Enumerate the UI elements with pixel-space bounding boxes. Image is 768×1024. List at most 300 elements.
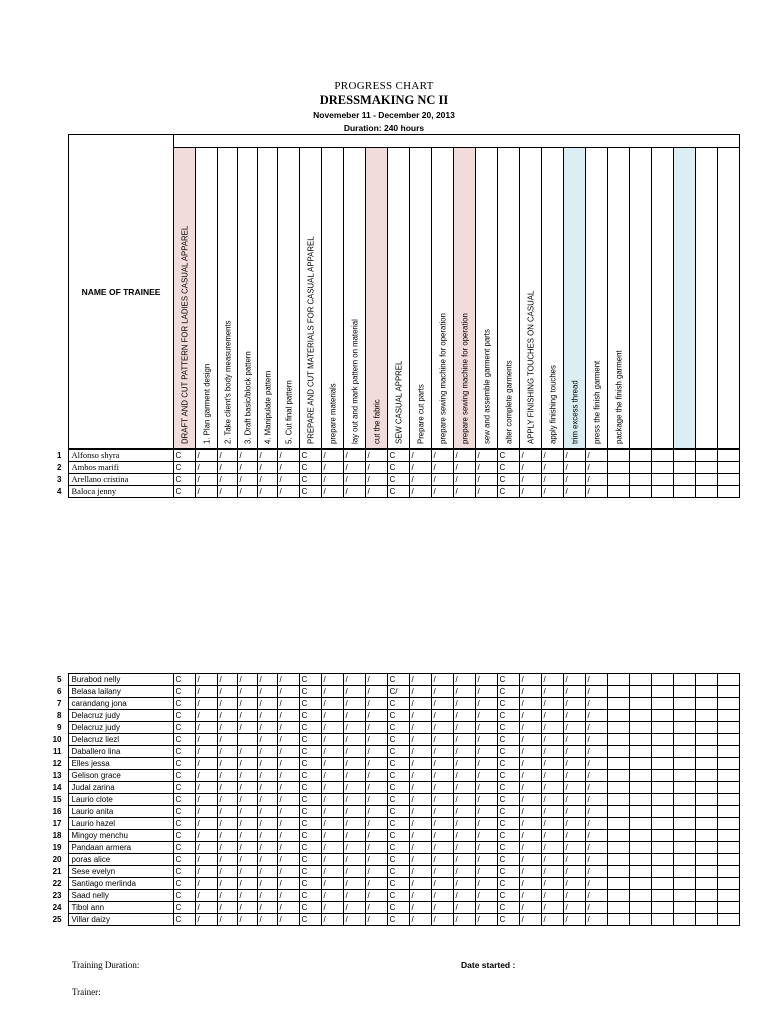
- progress-cell: /: [541, 450, 563, 462]
- progress-cell: C: [497, 474, 519, 486]
- progress-cell: [629, 818, 651, 830]
- progress-cell: /: [431, 746, 453, 758]
- row-number: 14: [52, 783, 62, 792]
- progress-cell: [607, 770, 629, 782]
- progress-cell: [607, 450, 629, 462]
- column-header-15: [476, 148, 498, 449]
- progress-cell: /: [217, 474, 237, 486]
- progress-cell: /: [585, 782, 607, 794]
- trainee-name: Sese evelyn: [68, 866, 173, 878]
- progress-cell: C: [173, 758, 195, 770]
- progress-cell: /: [321, 462, 343, 474]
- progress-cell: C: [497, 830, 519, 842]
- progress-cell: /: [563, 758, 585, 770]
- trainee-row: [50, 866, 739, 878]
- progress-cell: /: [409, 866, 431, 878]
- progress-cell: /: [343, 734, 365, 746]
- trainee-name: Belasa lailany: [68, 686, 173, 698]
- progress-cell: C: [497, 890, 519, 902]
- progress-cell: /: [409, 782, 431, 794]
- progress-cell: [651, 806, 673, 818]
- progress-cell: /: [585, 914, 607, 926]
- progress-cell: C: [173, 878, 195, 890]
- progress-cell: C: [299, 878, 321, 890]
- progress-cell: C: [497, 878, 519, 890]
- progress-cell: /: [431, 878, 453, 890]
- progress-cell: /: [453, 902, 475, 914]
- progress-cell: /: [519, 686, 541, 698]
- progress-cell: C: [173, 830, 195, 842]
- progress-cell: C: [299, 794, 321, 806]
- progress-cell: /: [195, 842, 217, 854]
- progress-cell: [673, 474, 695, 486]
- progress-cell: /: [365, 698, 387, 710]
- progress-cell: /: [365, 830, 387, 842]
- progress-cell: [673, 818, 695, 830]
- progress-cell: [629, 686, 651, 698]
- progress-cell: /: [409, 914, 431, 926]
- progress-cell: C: [387, 698, 409, 710]
- column-header-label: press the finish garment: [592, 360, 601, 444]
- progress-cell: /: [237, 474, 257, 486]
- progress-cell: /: [541, 462, 563, 474]
- progress-cell: /: [195, 818, 217, 830]
- progress-cell: /: [519, 734, 541, 746]
- progress-cell: /: [475, 806, 497, 818]
- progress-cell: C: [387, 806, 409, 818]
- progress-cell: /: [431, 734, 453, 746]
- progress-cell: /: [541, 830, 563, 842]
- progress-cell: /: [475, 890, 497, 902]
- progress-cell: [629, 474, 651, 486]
- progress-cell: /: [237, 782, 257, 794]
- progress-cell: [695, 746, 717, 758]
- progress-cell: /: [343, 902, 365, 914]
- progress-cell: /: [277, 462, 299, 474]
- progress-cell: [651, 770, 673, 782]
- progress-cell: /: [475, 698, 497, 710]
- progress-cell: C: [299, 806, 321, 818]
- progress-cell: /: [519, 878, 541, 890]
- progress-cell: /: [453, 462, 475, 474]
- progress-cell: /: [563, 782, 585, 794]
- trainee-name: Laurio hazel: [68, 818, 173, 830]
- trainee-name: carandang jona: [68, 698, 173, 710]
- progress-cell: /: [195, 734, 217, 746]
- progress-cell: [629, 486, 651, 498]
- progress-cell: /: [321, 806, 343, 818]
- progress-cell: /: [217, 710, 237, 722]
- row-number: 10: [52, 735, 62, 744]
- progress-cell: /: [585, 674, 607, 686]
- progress-cell: /: [321, 830, 343, 842]
- progress-cell: [717, 782, 739, 794]
- progress-cell: [717, 686, 739, 698]
- progress-cell: [673, 746, 695, 758]
- progress-cell: /: [257, 474, 277, 486]
- progress-cell: [717, 890, 739, 902]
- column-header-14: [454, 148, 476, 449]
- progress-cell: C: [299, 914, 321, 926]
- progress-cell: /: [237, 758, 257, 770]
- progress-cell: [673, 758, 695, 770]
- progress-cell: C: [497, 746, 519, 758]
- progress-cell: /: [217, 830, 237, 842]
- progress-cell: C: [497, 698, 519, 710]
- column-header-label: lay out and mark pattern on material: [350, 319, 359, 444]
- progress-cell: /: [321, 914, 343, 926]
- progress-cell: /: [409, 794, 431, 806]
- progress-cell: /: [365, 474, 387, 486]
- progress-cell: /: [453, 770, 475, 782]
- progress-cell: [673, 462, 695, 474]
- progress-cell: [695, 842, 717, 854]
- progress-cell: /: [519, 818, 541, 830]
- progress-cell: /: [365, 686, 387, 698]
- progress-cell: /: [217, 878, 237, 890]
- progress-cell: /: [409, 674, 431, 686]
- column-header-20: [586, 148, 608, 449]
- progress-cell: [651, 842, 673, 854]
- progress-cell: /: [217, 734, 237, 746]
- progress-cell: /: [453, 734, 475, 746]
- progress-cell: /: [257, 806, 277, 818]
- progress-cell: [607, 698, 629, 710]
- progress-cell: /: [453, 914, 475, 926]
- progress-cell: C: [173, 794, 195, 806]
- row-number: 4: [57, 487, 62, 496]
- progress-cell: /: [541, 866, 563, 878]
- progress-cell: C: [173, 770, 195, 782]
- trainee-row: [50, 450, 739, 462]
- progress-cell: /: [563, 818, 585, 830]
- progress-cell: /: [519, 782, 541, 794]
- progress-cell: C: [497, 450, 519, 462]
- progress-cell: /: [365, 758, 387, 770]
- progress-cell: /: [475, 486, 497, 498]
- progress-cell: /: [431, 758, 453, 770]
- progress-cell: /: [365, 854, 387, 866]
- progress-cell: /: [277, 806, 299, 818]
- progress-cell: /: [519, 890, 541, 902]
- column-header-26: [718, 148, 740, 449]
- progress-cell: [673, 794, 695, 806]
- progress-cell: /: [343, 842, 365, 854]
- progress-cell: [695, 866, 717, 878]
- progress-cell: /: [519, 674, 541, 686]
- progress-cell: /: [585, 830, 607, 842]
- progress-cell: /: [343, 450, 365, 462]
- progress-cell: /: [237, 450, 257, 462]
- progress-cell: /: [409, 818, 431, 830]
- progress-cell: C: [497, 734, 519, 746]
- column-header-label: prepare sewing machine for operation: [438, 313, 447, 444]
- progress-cell: /: [475, 782, 497, 794]
- progress-cell: /: [237, 866, 257, 878]
- progress-cell: /: [541, 686, 563, 698]
- progress-cell: /: [519, 758, 541, 770]
- progress-cell: /: [217, 902, 237, 914]
- progress-cell: /: [217, 758, 237, 770]
- progress-cell: /: [453, 782, 475, 794]
- progress-cell: /: [563, 486, 585, 498]
- progress-cell: C: [173, 734, 195, 746]
- progress-cell: /: [431, 686, 453, 698]
- progress-cell: /: [257, 854, 277, 866]
- progress-cell: /: [585, 486, 607, 498]
- trainee-name: Arellano cristina: [68, 474, 173, 486]
- progress-cell: [629, 794, 651, 806]
- progress-cell: /: [237, 698, 257, 710]
- progress-cell: /: [431, 806, 453, 818]
- progress-cell: /: [195, 902, 217, 914]
- progress-cell: C: [299, 734, 321, 746]
- progress-cell: /: [585, 746, 607, 758]
- progress-cell: /: [541, 818, 563, 830]
- progress-cell: /: [475, 914, 497, 926]
- trainee-row: [50, 722, 739, 734]
- progress-cell: /: [195, 794, 217, 806]
- progress-cell: /: [277, 474, 299, 486]
- progress-cell: [651, 710, 673, 722]
- progress-cell: C: [497, 462, 519, 474]
- column-header-16: [498, 148, 520, 449]
- progress-cell: /: [541, 794, 563, 806]
- progress-cell: C: [173, 890, 195, 902]
- progress-cell: /: [195, 830, 217, 842]
- trainee-name: Pandaan armera: [68, 842, 173, 854]
- progress-cell: /: [217, 746, 237, 758]
- progress-cell: [607, 794, 629, 806]
- progress-cell: C: [387, 842, 409, 854]
- progress-cell: /: [563, 710, 585, 722]
- progress-cell: C: [387, 770, 409, 782]
- progress-cell: [673, 878, 695, 890]
- progress-cell: [607, 830, 629, 842]
- trainee-row: [50, 686, 739, 698]
- row-number: 18: [52, 831, 62, 840]
- progress-cell: [695, 914, 717, 926]
- row-number: 17: [52, 819, 62, 828]
- progress-cell: /: [519, 462, 541, 474]
- trainee-name: Judal zarina: [68, 782, 173, 794]
- progress-cell: /: [431, 842, 453, 854]
- progress-cell: /: [195, 710, 217, 722]
- progress-cell: /: [585, 462, 607, 474]
- progress-cell: [629, 722, 651, 734]
- progress-cell: /: [277, 890, 299, 902]
- progress-cell: /: [365, 674, 387, 686]
- trainee-name: Tibol ann: [68, 902, 173, 914]
- progress-cell: [651, 854, 673, 866]
- progress-cell: C: [299, 818, 321, 830]
- progress-cell: /: [453, 794, 475, 806]
- progress-cell: /: [195, 674, 217, 686]
- progress-cell: /: [409, 878, 431, 890]
- progress-cell: /: [217, 866, 237, 878]
- column-header-table: [68, 134, 740, 449]
- progress-cell: C: [173, 914, 195, 926]
- progress-cell: [695, 818, 717, 830]
- progress-cell: C: [497, 710, 519, 722]
- progress-cell: /: [321, 878, 343, 890]
- progress-cell: /: [453, 722, 475, 734]
- progress-cell: /: [237, 674, 257, 686]
- progress-cell: /: [257, 770, 277, 782]
- progress-cell: /: [195, 450, 217, 462]
- trainee-row: [50, 674, 739, 686]
- progress-cell: C: [497, 818, 519, 830]
- progress-cell: C: [497, 770, 519, 782]
- progress-cell: C: [173, 674, 195, 686]
- progress-cell: C: [299, 830, 321, 842]
- progress-cell: /: [563, 770, 585, 782]
- progress-cell: [651, 722, 673, 734]
- progress-cell: /: [453, 758, 475, 770]
- column-header-label: SEW CASUAL APPREL: [394, 360, 403, 444]
- progress-cell: /: [217, 794, 237, 806]
- progress-cell: [651, 674, 673, 686]
- progress-cell: [673, 866, 695, 878]
- progress-cell: [607, 722, 629, 734]
- progress-cell: [607, 878, 629, 890]
- progress-cell: /: [257, 722, 277, 734]
- progress-cell: [673, 770, 695, 782]
- progress-cell: C: [497, 902, 519, 914]
- progress-cell: [607, 854, 629, 866]
- progress-cell: /: [475, 686, 497, 698]
- progress-cell: [717, 462, 739, 474]
- progress-cell: /: [453, 842, 475, 854]
- trainee-name: Elles jessa: [68, 758, 173, 770]
- progress-cell: /: [519, 722, 541, 734]
- progress-cell: /: [257, 698, 277, 710]
- progress-cell: C: [387, 450, 409, 462]
- progress-cell: C: [387, 818, 409, 830]
- progress-cell: /: [431, 866, 453, 878]
- row-number: 16: [52, 807, 62, 816]
- progress-cell: C: [387, 674, 409, 686]
- progress-cell: [717, 818, 739, 830]
- progress-cell: [629, 914, 651, 926]
- progress-cell: /: [343, 486, 365, 498]
- progress-cell: /: [541, 782, 563, 794]
- progress-cell: /: [475, 854, 497, 866]
- progress-cell: /: [277, 866, 299, 878]
- progress-cell: [695, 686, 717, 698]
- progress-cell: C: [173, 854, 195, 866]
- progress-cell: [607, 734, 629, 746]
- progress-cell: [651, 818, 673, 830]
- progress-cell: [629, 830, 651, 842]
- row-number: 7: [57, 699, 62, 708]
- row-number: 23: [52, 891, 62, 900]
- progress-cell: /: [237, 794, 257, 806]
- progress-cell: /: [563, 450, 585, 462]
- progress-cell: /: [321, 474, 343, 486]
- row-number: 11: [53, 747, 62, 756]
- column-header-4: [238, 148, 258, 449]
- progress-cell: [695, 878, 717, 890]
- progress-cell: C: [299, 710, 321, 722]
- progress-cell: /: [343, 890, 365, 902]
- column-header-label: apply finishing touches: [548, 365, 557, 444]
- progress-cell: [695, 462, 717, 474]
- progress-cell: [651, 878, 673, 890]
- progress-cell: C: [299, 902, 321, 914]
- progress-cell: /: [217, 770, 237, 782]
- progress-cell: /: [365, 878, 387, 890]
- progress-cell: /: [563, 674, 585, 686]
- name-of-trainee-header: NAME OF TRAINEE: [69, 135, 174, 449]
- column-header-23: [652, 148, 674, 449]
- progress-cell: /: [453, 710, 475, 722]
- progress-cell: /: [277, 782, 299, 794]
- progress-cell: [237, 734, 257, 746]
- course-title: DRESSMAKING NC II: [319, 93, 449, 107]
- progress-cell: [629, 902, 651, 914]
- progress-cell: /: [343, 698, 365, 710]
- column-header-label: package the finish garment: [614, 350, 623, 444]
- progress-cell: /: [453, 890, 475, 902]
- progress-cell: [629, 746, 651, 758]
- progress-cell: /: [563, 734, 585, 746]
- progress-cell: C: [173, 710, 195, 722]
- progress-cell: C: [497, 758, 519, 770]
- progress-cell: [607, 486, 629, 498]
- column-header-6: [278, 148, 300, 449]
- column-header-25: [696, 148, 718, 449]
- row-number: 5: [57, 675, 62, 684]
- progress-cell: /: [431, 486, 453, 498]
- progress-cell: /: [277, 830, 299, 842]
- progress-cell: C: [299, 686, 321, 698]
- progress-cell: [607, 474, 629, 486]
- progress-cell: /: [237, 722, 257, 734]
- progress-cell: /: [541, 746, 563, 758]
- progress-cell: /: [585, 450, 607, 462]
- training-duration-label: Training Duration:: [72, 960, 140, 970]
- row-number: 9: [57, 723, 62, 732]
- progress-cell: /: [277, 878, 299, 890]
- progress-cell: /: [237, 746, 257, 758]
- progress-cell: [673, 854, 695, 866]
- progress-cell: /: [519, 710, 541, 722]
- progress-cell: /: [431, 722, 453, 734]
- progress-cell: /: [475, 866, 497, 878]
- progress-cell: C: [497, 866, 519, 878]
- progress-cell: [673, 806, 695, 818]
- progress-cell: /: [343, 782, 365, 794]
- progress-cell: /: [321, 698, 343, 710]
- progress-cell: /: [237, 806, 257, 818]
- progress-cell: /: [475, 794, 497, 806]
- progress-cell: /: [365, 842, 387, 854]
- progress-cell: /: [277, 722, 299, 734]
- progress-cell: /: [519, 698, 541, 710]
- progress-cell: [607, 782, 629, 794]
- progress-cell: [695, 770, 717, 782]
- progress-cell: [717, 866, 739, 878]
- progress-cell: /: [343, 866, 365, 878]
- progress-cell: C: [387, 746, 409, 758]
- column-header-label: Prepare cut parts: [416, 384, 425, 444]
- progress-cell: [717, 914, 739, 926]
- progress-cell: /: [321, 782, 343, 794]
- column-header-label: APPLY FINISHING TOUCHES ON CASUAL: [526, 290, 535, 444]
- date-started-label: Date started :: [461, 960, 516, 970]
- row-number: 2: [57, 463, 62, 472]
